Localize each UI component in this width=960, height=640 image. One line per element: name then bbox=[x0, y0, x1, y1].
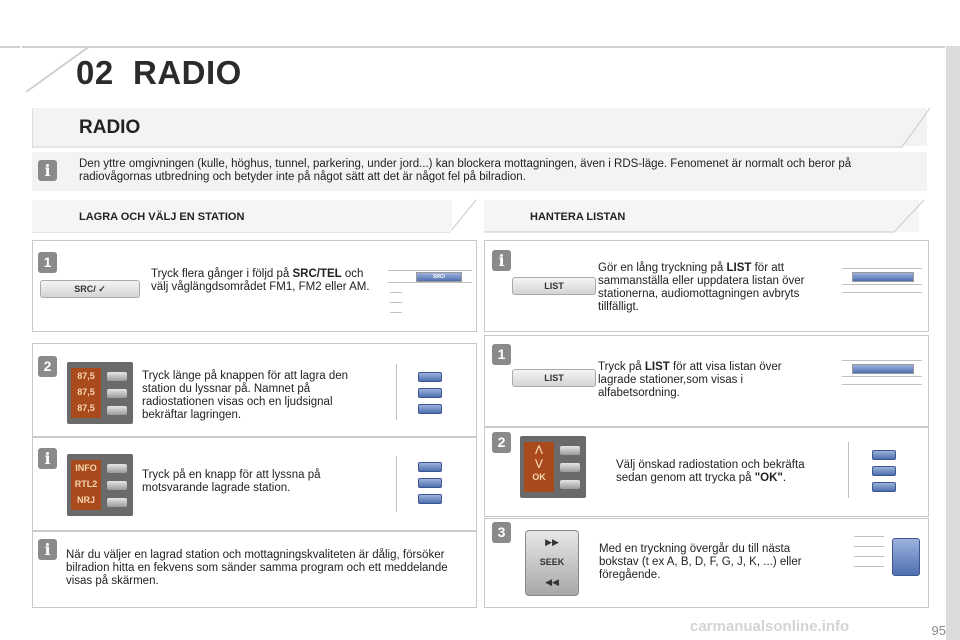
step-badge: 1 bbox=[492, 344, 511, 365]
right-step-2-text: Tryck på LIST för att visa listan över lagrade stationer,som visas i alfabetsordning. bbox=[598, 361, 782, 399]
step-badge: 3 bbox=[492, 522, 511, 543]
preset-diagram bbox=[390, 360, 470, 426]
left-step-1-text: Tryck flera gånger i följd på SRC/TEL och välj våglängdsområdet FM1, FM2 eller AM. bbox=[151, 268, 370, 293]
page-side-bar bbox=[946, 46, 960, 640]
list-diagram-2 bbox=[838, 354, 924, 416]
chapter-title: RADIO bbox=[133, 54, 242, 91]
right-step-1-text: Gör en lång tryckning på LIST för att sammanställa eller uppdatera listan över stationerna, audiomottagningen avbryts tillfälligt. bbox=[598, 262, 805, 313]
info-icon: i bbox=[492, 250, 511, 271]
ok-display: ⋀ ⋁ OK bbox=[524, 442, 554, 492]
chapter-number: 02 bbox=[76, 54, 114, 91]
preset-display-image bbox=[67, 362, 133, 424]
info-icon: i bbox=[38, 448, 57, 469]
src-diagram: SRC/ bbox=[384, 262, 472, 328]
intro-text: Den yttre omgivningen (kulle, höghus, tunnel, parkering, under jord...) kan blockera mottagningen, även i RDS-läge. Fenomenet är normalt och beror på radiovågornas utbredning och betyder inte på något sätt att det är något fel på bilradion. bbox=[79, 158, 852, 183]
ok-diagram bbox=[842, 438, 924, 504]
ok-button-image bbox=[520, 436, 586, 498]
section-title-frame bbox=[32, 106, 932, 148]
info-icon: i bbox=[38, 160, 57, 181]
preset-display: 87,5 87,5 87,5 bbox=[71, 368, 101, 418]
step-badge: 2 bbox=[38, 356, 57, 377]
left-column-title: LAGRA OCH VÄLJ EN STATION bbox=[79, 211, 245, 223]
seek-diagram bbox=[850, 528, 924, 594]
left-step-3-text: Tryck på en knapp för att lyssna på motsvarande lagrade station. bbox=[142, 469, 321, 494]
left-step-2-text: Tryck länge på knappen för att lagra den station du lyssnar på. Namnet på radiostationen visas och en ljudsignal bekräftar lagringen. bbox=[142, 370, 349, 421]
header-rule bbox=[0, 46, 945, 48]
left-note-text: När du väljer en lagrad station och mottagningskvaliteten är dålig, försöker bilradion hitta en fekvens som sänder samma program och ett meddelande visas på skärmen. bbox=[66, 549, 448, 587]
station-display-image bbox=[67, 454, 133, 516]
right-step-4-text: Med en tryckning övergår du till nästa bokstav (t ex A, B, D, F, G, J, K, ...) eller föregående. bbox=[599, 543, 802, 581]
info-icon: i bbox=[38, 539, 57, 560]
right-column-title: HANTERA LISTAN bbox=[530, 211, 626, 223]
page-number: 95 bbox=[931, 623, 946, 638]
list-button-image: LIST bbox=[512, 369, 596, 387]
step-badge: 2 bbox=[492, 432, 511, 453]
section-title: RADIO bbox=[79, 117, 141, 138]
step-badge: 1 bbox=[38, 252, 57, 273]
station-display: INFO RTL2 NRJ bbox=[71, 460, 101, 510]
right-step-3-text: Välj önskad radiostation och bekräfta sedan genom att trycka på "OK". bbox=[616, 459, 805, 484]
list-diagram-1 bbox=[838, 262, 924, 324]
seek-button-image: ▶▶ SEEK ◀◀ bbox=[525, 530, 579, 596]
list-button-image: LIST bbox=[512, 277, 596, 295]
watermark: carmanualsonline.info bbox=[690, 618, 850, 635]
station-diagram bbox=[390, 452, 470, 518]
src-button-image: SRC/ ✓ bbox=[40, 280, 140, 298]
